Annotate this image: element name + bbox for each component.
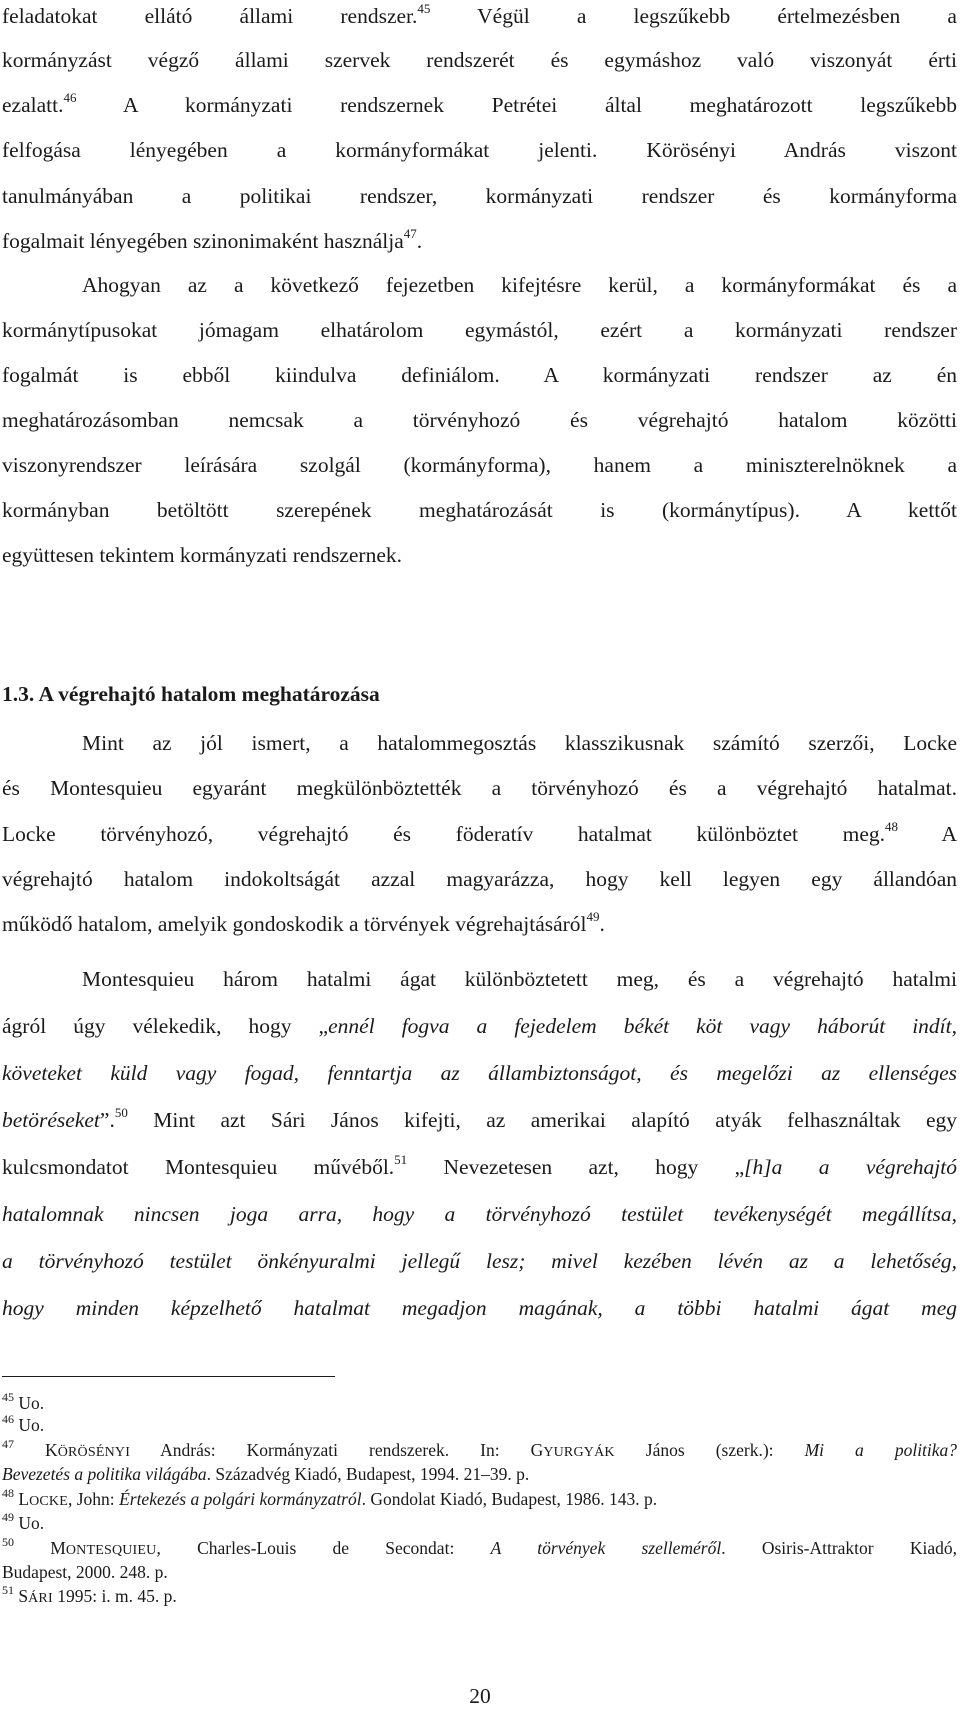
- text-line: [2, 818, 957, 850]
- footnote-separator: [2, 1376, 335, 1377]
- footnote-text: . Osiris-Attraktor Kiadó,: [721, 1538, 958, 1558]
- author-initial: K: [45, 1440, 58, 1460]
- footnote-ref[interactable]: 48: [885, 819, 899, 834]
- text-line: [2, 1198, 957, 1230]
- quote-text: a törvényhozó testület önkényuralmi jellegű lesz; mivel kezében lévén az a lehetőség,: [2, 1249, 957, 1273]
- text-line: [2, 225, 957, 257]
- footnote-ref[interactable]: 45: [417, 1, 431, 16]
- footnote-text: Uo.: [18, 1393, 45, 1413]
- text-span: A kormányzati rendszernek Petrétei által meghatározott legszűkebb: [122, 93, 957, 117]
- footnote-number: 50: [2, 1535, 14, 1549]
- footnote-ref[interactable]: 47: [403, 226, 417, 241]
- footnote-49: [2, 1511, 957, 1535]
- footnote-47-cont: [2, 1462, 957, 1486]
- text-line: meghatározásomban nemcsak a törvényhozó és végrehajtó hatalom közötti: [2, 408, 957, 432]
- section-heading: 1.3. A végrehajtó hatalom meghatározása: [2, 682, 380, 706]
- author-smallcaps: ONTESQUIEU: [65, 1543, 157, 1558]
- footnote-51: [2, 1584, 957, 1608]
- footnote-ref[interactable]: 50: [114, 1105, 128, 1120]
- footnote-number: 46: [2, 1412, 14, 1426]
- text-line: viszonyrendszer leírására szolgál (kormányforma), hanem a miniszterelnöknek a: [2, 453, 957, 477]
- text-line: [2, 908, 957, 940]
- text-line: Montesquieu három hatalmi ágat különböztetett meg, és a végrehajtó hatalmi: [82, 967, 957, 991]
- text-line: [2, 89, 957, 121]
- author-initial: L: [18, 1489, 30, 1509]
- text-line: Mint az jól ismert, a hatalommegosztás klasszikusnak számító szerzői, Locke: [82, 731, 957, 755]
- text-line: együttesen tekintem kormányzati rendszernek.: [2, 543, 402, 567]
- footnote-number: 47: [2, 1437, 14, 1451]
- footnote-text: 1995: i. m. 45. p.: [57, 1586, 177, 1606]
- text-line: [2, 1292, 957, 1324]
- footnote-number: 48: [2, 1486, 14, 1500]
- quote-text: ennél fogva a fejedelem békét köt vagy háborút indít,: [328, 1014, 958, 1038]
- footnote-number: 49: [2, 1510, 14, 1524]
- text-span: .: [599, 912, 605, 936]
- text-line: végrehajtó hatalom indokoltságát azzal magyarázza, hogy kell legyen egy állandóan: [2, 867, 957, 891]
- footnote-ref[interactable]: 49: [586, 909, 600, 924]
- footnote-50: [2, 1536, 957, 1560]
- page-number: 20: [469, 1684, 491, 1708]
- quote-text: hatalomnak nincsen joga arra, hogy a törvényhozó testület tevékenységét megállítsa,: [2, 1202, 957, 1226]
- footnote-47: [2, 1438, 957, 1462]
- text-span: feladatokat ellátó állami rendszer.: [2, 4, 418, 28]
- book-title: Bevezetés a politika világába: [2, 1464, 207, 1484]
- author-initial: S: [18, 1586, 29, 1606]
- text-line: fogalmát is ebből kiindulva definiálom. A kormányzati rendszer az én: [2, 363, 957, 387]
- text-span: működő hatalom, amelyik gondoskodik a törvények végrehajtásáról: [2, 912, 587, 936]
- quote-text: [h]a a végrehajtó: [744, 1155, 957, 1179]
- text-line: [2, 1010, 957, 1042]
- text-line: és Montesquieu egyaránt megkülönböztették a törvényhozó és a végrehajtó hatalmat.: [2, 776, 957, 800]
- footnote-46: [2, 1413, 957, 1437]
- footnote-45: [2, 1391, 957, 1415]
- footnote-text: , John:: [68, 1489, 115, 1509]
- text-span: ”.: [99, 1108, 115, 1132]
- book-title: Értekezés a polgári kormányzatról: [119, 1489, 362, 1509]
- footnote-text: , Charles-Louis de Secondat:: [156, 1538, 455, 1558]
- text-span: Végül a legszűkebb értelmezésben a: [477, 4, 957, 28]
- footnote-text: Uo.: [18, 1415, 45, 1435]
- footnote-text: János (szerk.):: [645, 1440, 774, 1460]
- footnote-ref[interactable]: 46: [63, 90, 77, 105]
- text-span: Mint azt Sári János kifejti, az amerikai alapító atyák felhasználtak egy: [153, 1108, 957, 1132]
- footnote-text: . Gondolat Kiadó, Budapest, 1986. 143. p.: [361, 1489, 658, 1509]
- text-line: [2, 1151, 957, 1183]
- footnote-number: 45: [2, 1390, 14, 1404]
- footnote-48: [2, 1487, 957, 1511]
- quote-text: betöréseket: [2, 1108, 100, 1132]
- author-smallcaps: ÖRÖSÉNYI: [57, 1445, 131, 1460]
- text-line: felfogása lényegében a kormányformákat jelenti. Körösényi András viszont: [2, 138, 957, 162]
- footnote-ref[interactable]: 51: [394, 1152, 408, 1167]
- text-span: fogalmait lényegében szinonimaként használja: [2, 229, 404, 253]
- footnote-text: Uo.: [18, 1513, 45, 1533]
- text-line: tanulmányában a politikai rendszer, kormányzati rendszer és kormányforma: [2, 184, 957, 208]
- text-line: Ahogyan az a következő fejezetben kifejtésre kerül, a kormányformákat és a: [82, 273, 957, 297]
- footnote-text: András: Kormányzati rendszerek. In: G: [160, 1440, 544, 1460]
- text-line: [2, 1057, 957, 1089]
- author-smallcaps: YURGYÁK: [543, 1445, 615, 1460]
- book-title: Mi a politika?: [804, 1440, 958, 1460]
- quote-text: követeket küld vagy fogad, fenntartja az állambiztonságot, és megelőzi az ellenséges: [2, 1061, 957, 1085]
- footnote-text: . Századvég Kiadó, Budapest, 1994. 21–39. p.: [206, 1464, 530, 1484]
- text-line: [2, 0, 957, 32]
- quote-text: hogy minden képzelhető hatalmat megadjon magának, a többi hatalmi ágat meg: [2, 1296, 957, 1320]
- author-smallcaps: ÁRI: [28, 1591, 53, 1606]
- footnote-number: 51: [2, 1583, 14, 1597]
- text-line: kormányban betöltött szerepének meghatározását is (kormánytípus). A kettőt: [2, 498, 957, 522]
- text-span: kulcsmondatot Montesquieu művéből.: [2, 1155, 395, 1179]
- text-line: kormánytípusokat jómagam elhatárolom egymástól, ezért a kormányzati rendszer: [2, 318, 957, 342]
- text-span: .: [416, 229, 423, 253]
- text-line: kormányzást végző állami szervek rendszerét és egymáshoz való viszonyát érti: [2, 48, 957, 72]
- text-span: ezalatt.: [2, 93, 64, 117]
- text-line: [2, 1245, 957, 1277]
- text-span: A: [941, 822, 957, 846]
- author-initial: M: [50, 1538, 66, 1558]
- author-smallcaps: OCKE: [29, 1494, 68, 1509]
- text-span: ágról úgy vélekedik, hogy „: [2, 1014, 329, 1038]
- text-span: Locke törvényhozó, végrehajtó és föderatív hatalmat különböztet meg.: [2, 822, 886, 846]
- book-title: A törvények szelleméről: [490, 1538, 722, 1558]
- footnote-50-cont: Budapest, 2000. 248. p.: [2, 1562, 168, 1582]
- text-span: Nevezetesen azt, hogy „: [443, 1155, 745, 1179]
- text-line: [2, 1104, 957, 1136]
